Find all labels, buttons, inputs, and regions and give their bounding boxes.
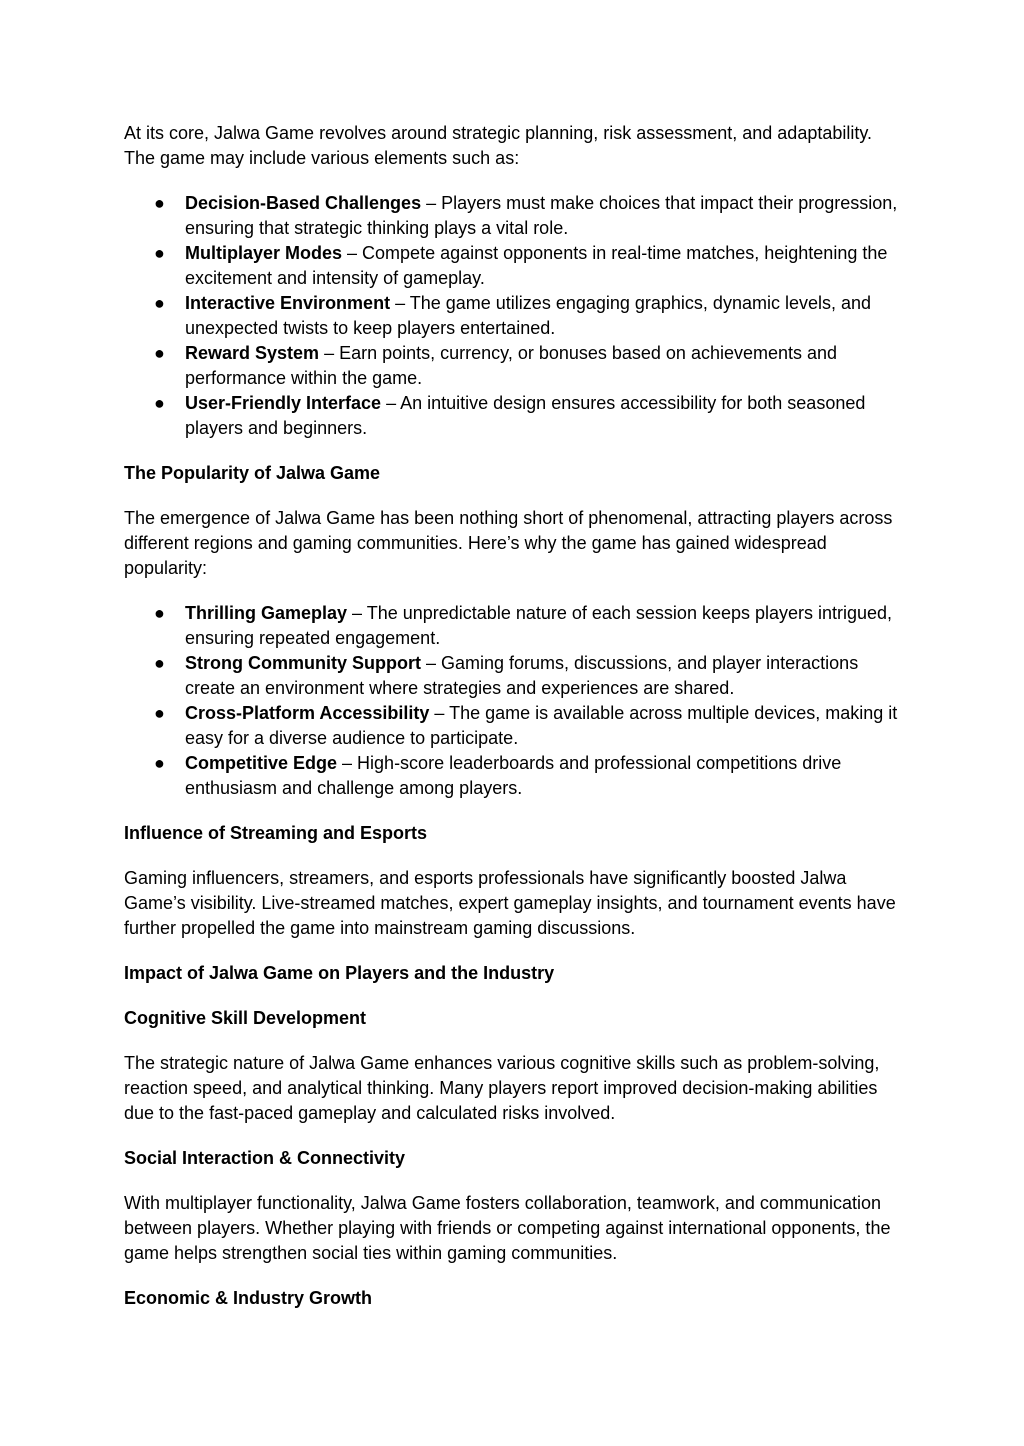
bullet-icon: ● — [154, 243, 165, 263]
bullet-icon: ● — [154, 753, 165, 773]
list-item — [124, 751, 904, 801]
feature-desc: – The game utilizes engaging graphics, dynamic levels, and unexpected twists to keep players entertained. — [185, 293, 872, 338]
bullet-icon: ● — [154, 603, 165, 623]
point-desc: – The unpredictable nature of each session keeps players intrigued, ensuring repeated engagement. — [185, 603, 893, 648]
feature-term: User-Friendly Interface — [185, 393, 382, 413]
popularity-paragraph: The emergence of Jalwa Game has been nothing short of phenomenal, attracting players across different regions and gaming communities. Here’s why the game has gained widespread popularity: — [124, 508, 893, 578]
feature-term: Reward System — [185, 343, 320, 363]
bullet-icon: ● — [154, 293, 165, 313]
list-item — [124, 391, 904, 441]
bullet-icon: ● — [154, 703, 165, 723]
cognitive-paragraph: The strategic nature of Jalwa Game enhances various cognitive skills such as problem-solving, reaction speed, and analytical thinking. Many players report improved decision-making abilities due to the fast-paced gameplay and calculated risks involved. — [124, 1053, 880, 1123]
bullet-icon: ● — [154, 193, 165, 213]
list-item — [124, 601, 904, 651]
bullet-icon: ● — [154, 343, 165, 363]
point-term: Cross-Platform Accessibility — [185, 703, 430, 723]
list-item — [124, 241, 904, 291]
streaming-paragraph: Gaming influencers, streamers, and esports professionals have significantly boosted Jalwa Game’s visibility. Live-streamed matches, expert gameplay insights, and tournament events have further propelled the game into mainstream gaming discussions. — [124, 868, 896, 938]
social-paragraph: With multiplayer functionality, Jalwa Game fosters collaboration, teamwork, and communication between players. Whether playing with friends or competing against international opponents, the game helps strengthen social ties within gaming communities. — [124, 1193, 891, 1263]
point-term: Thrilling Gameplay — [185, 603, 348, 623]
point-desc: – The game is available across multiple devices, making it easy for a diverse audience to participate. — [185, 703, 898, 748]
section-heading-economic: Economic & Industry Growth — [124, 1288, 373, 1308]
feature-term: Multiplayer Modes — [185, 243, 343, 263]
section-heading-cognitive: Cognitive Skill Development — [124, 1008, 367, 1028]
list-item — [124, 651, 904, 701]
section-heading-social: Social Interaction & Connectivity — [124, 1148, 406, 1168]
section-heading-impact: Impact of Jalwa Game on Players and the Industry — [124, 963, 555, 983]
list-item — [124, 291, 904, 341]
document-page — [124, 121, 904, 1331]
feature-desc: – Players must make choices that impact their progression, ensuring that strategic thinking plays a vital role. — [185, 193, 898, 238]
point-desc: – Gaming forums, discussions, and player interactions create an environment where strategies and experiences are shared. — [185, 653, 859, 698]
list-item — [124, 341, 904, 391]
section-heading-popularity: The Popularity of Jalwa Game — [124, 463, 381, 483]
feature-desc: – Compete against opponents in real-time matches, heightening the excitement and intensity of gameplay. — [185, 243, 888, 288]
intro-paragraph: At its core, Jalwa Game revolves around strategic planning, risk assessment, and adaptability. The game may include various elements such as: — [124, 123, 873, 168]
bullet-icon: ● — [154, 653, 165, 673]
list-item — [124, 191, 904, 241]
point-term: Competitive Edge — [185, 753, 338, 773]
popularity-list — [124, 601, 904, 801]
point-term: Strong Community Support — [185, 653, 421, 673]
bullet-icon: ● — [154, 393, 165, 413]
feature-desc: – An intuitive design ensures accessibility for both seasoned players and beginners. — [185, 393, 866, 438]
feature-term: Interactive Environment — [185, 293, 391, 313]
feature-desc: – Earn points, currency, or bonuses based on achievements and performance within the game. — [185, 343, 838, 388]
section-heading-streaming: Influence of Streaming and Esports — [124, 823, 428, 843]
list-item — [124, 701, 904, 751]
features-list — [124, 191, 904, 441]
point-desc: – High-score leaderboards and professional competitions drive enthusiasm and challenge among players. — [185, 753, 842, 798]
feature-term: Decision-Based Challenges — [185, 193, 422, 213]
